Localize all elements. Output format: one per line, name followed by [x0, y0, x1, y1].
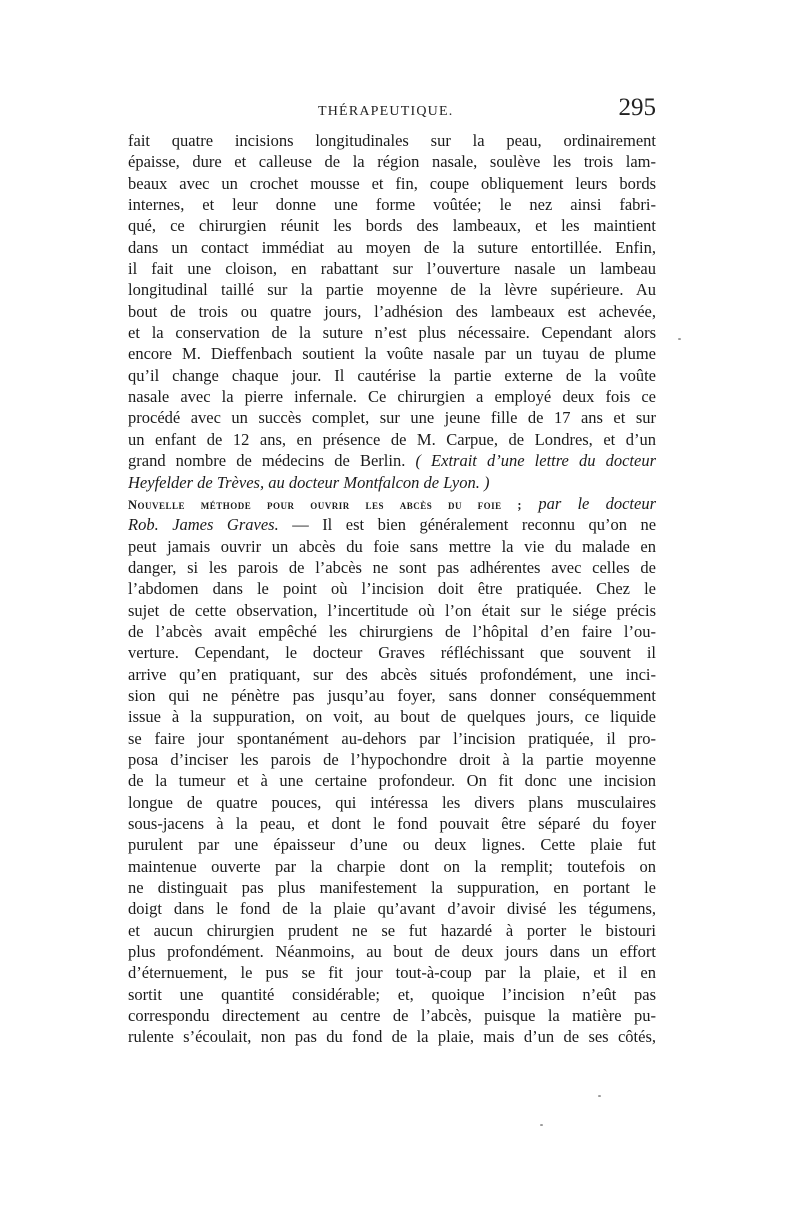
paper-speck — [540, 1124, 543, 1126]
page-number: 295 — [618, 94, 656, 121]
author-line-rest: — Il est bien généralement reconnu qu’on ne — [292, 515, 656, 535]
text-line: il fait une cloison, en rabattant sur l’ouverture nasale un lambeau — [128, 259, 656, 279]
section-heading: Nouvelle méthode pour ouvrir les abcès du foie ; — [128, 497, 523, 512]
text-line: issue à la suppuration, on voit, au bout de quelques jours, ce liquide — [128, 707, 656, 727]
text-line: nasale avec la pierre infernale. Ce chirurgien a employé deux fois ce — [128, 387, 656, 407]
text-line: un enfant de 12 ans, en présence de M. Carpue, de Londres, et d’un — [128, 429, 656, 449]
text-line: longitudinal taillé sur la partie moyenne de la lèvre supérieure. Au — [128, 280, 656, 300]
citation-line — [128, 450, 656, 471]
text-line: danger, si les parois de l’abcès ne sont pas adhérentes avec celles de — [128, 557, 656, 577]
text-line: et la conservation de la suture n’est plus nécessaire. Cependant alors — [128, 323, 656, 343]
text-line: qu’il change chaque jour. Il cautérise la partie externe de la voûte — [128, 365, 656, 385]
section-heading-line — [128, 493, 656, 514]
text-line-fragment: grand nombre de médecins de Berlin. — [128, 451, 406, 471]
text-line: d’éternuement, le pus se fit jour tout-à-coup par la plaie, et il en — [128, 963, 656, 983]
text-line: beaux avec un crochet mousse et fin, coupe obliquement leurs bords — [128, 173, 656, 193]
text-line: verture. Cependant, le docteur Graves réfléchissant que souvent il — [128, 643, 656, 663]
text-line: et aucun chirurgien prudent ne se fut hazardé à porter le bistouri — [128, 920, 656, 940]
body-text — [128, 130, 656, 1048]
text-line: se faire jour spontanément au-dehors par l’incision pratiquée, il pro- — [128, 728, 656, 748]
author-line — [128, 514, 656, 535]
text-line: sujet de cette observation, l’incertitude où l’on était sur le siége précis — [128, 600, 656, 620]
text-line: peut jamais ouvrir un abcès du foie sans mettre la vie du malade en — [128, 536, 656, 556]
running-title: THÉRAPEUTIQUE. — [318, 104, 454, 119]
paper-speck — [598, 1095, 601, 1097]
text-line: fait quatre incisions longitudinales sur la peau, ordinairement — [128, 131, 656, 150]
citation-text: ( Extrait d’une lettre du docteur — [415, 451, 656, 471]
text-line: dans un contact immédiat au moyen de la suture entortillée. Enfin, — [128, 237, 656, 257]
text-line: procédé avec un succès complet, sur une jeune fille de 17 ans et sur — [128, 408, 656, 428]
text-line: purulent par une épaisseur d’une ou deux lignes. Cette plaie fut — [128, 835, 656, 855]
text-line: rulente s’écoulait, non pas du fond de la plaie, mais d’un de ses côtés, — [128, 1027, 656, 1047]
text-line: doigt dans le fond de la plaie qu’avant d’avoir divisé les tégumens, — [128, 899, 656, 919]
running-head — [128, 94, 656, 130]
text-line: sion qui ne pénètre pas jusqu’au foyer, sans donner conséquemment — [128, 685, 656, 705]
text-line: encore M. Dieffenbach soutient la voûte nasale par un tuyau de plume — [128, 344, 656, 364]
text-line: qué, ce chirurgien réunit les bords des lambeaux, et les maintient — [128, 216, 656, 236]
text-line: de l’abcès avait empêché les chirurgiens de l’hôpital d’en faire l’ou- — [128, 621, 656, 641]
text-line: longue de quatre pouces, qui intéressa les divers plans musculaires — [128, 792, 656, 812]
paper-speck — [678, 338, 681, 340]
text-line: maintenue ouverte par la charpie dont on la remplit; toutefois on — [128, 856, 656, 876]
text-line: bout de trois ou quatre jours, l’adhésion des lambeaux est achevée, — [128, 301, 656, 321]
section-byline: par le docteur — [538, 493, 656, 513]
text-line: correspondu directement au centre de l’abcès, puisque la matière pu- — [128, 1006, 656, 1026]
author-name: Rob. James Graves. — [128, 515, 279, 535]
book-page — [128, 94, 656, 1114]
text-line: arrive qu’en pratiquant, sur des abcès situés profondément, une inci- — [128, 664, 656, 684]
text-line: épaisse, dure et calleuse de la région nasale, soulève les trois lam- — [128, 152, 656, 172]
text-line: posa d’inciser les parois de l’hypochondre droit à la partie moyenne — [128, 749, 656, 769]
text-line: de la tumeur et à une certaine profondeur. On fit donc une incision — [128, 771, 656, 791]
text-line: internes, et leur donne une forme voûtée; le nez ainsi fabri- — [128, 195, 656, 215]
citation-line-2: Heyfelder de Trèves, au docteur Montfalcon de Lyon. ) — [128, 472, 490, 492]
text-line: ne distinguait pas plus manifestement la suppuration, en portant le — [128, 878, 656, 898]
text-line: sous-jacens à la peau, et dont le fond pouvait être séparé du foyer — [128, 814, 656, 833]
text-line: sortit une quantité considérable; et, quoique l’incision n’eût pas — [128, 984, 656, 1004]
text-line: l’abdomen dans le point où l’incision doit être pratiquée. Chez le — [128, 579, 656, 599]
text-line: plus profondément. Néanmoins, au bout de deux jours dans un effort — [128, 942, 656, 962]
